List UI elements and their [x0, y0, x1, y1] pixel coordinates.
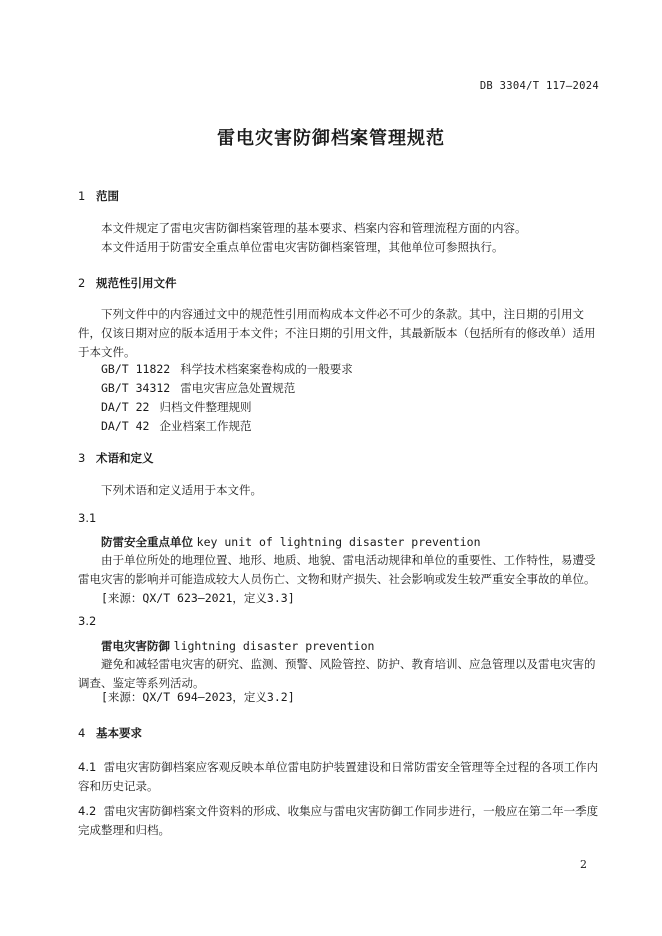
- reference-code: DA/T 42: [101, 419, 150, 433]
- section-title: 术语和定义: [96, 451, 154, 465]
- clause-4-2: [78, 802, 600, 840]
- term-number: 3.1: [78, 511, 97, 525]
- section-number: 4: [78, 726, 86, 740]
- terms-intro: 下列术语和定义适用于本文件。: [101, 483, 262, 497]
- section-number: 3: [78, 451, 86, 465]
- term-en: key unit of lightning disaster prevention: [196, 535, 481, 549]
- section-heading-scope: [78, 188, 119, 204]
- reference-name: 雷电灾害应急处置规范: [180, 381, 296, 395]
- section-title: 范围: [96, 189, 119, 203]
- reference-code: DA/T 22: [101, 400, 150, 414]
- reference-name: 归档文件整理规则: [159, 400, 252, 414]
- standard-code: DB 3304/T 117—2024: [479, 80, 599, 92]
- reference-item: [101, 360, 353, 379]
- reference-code: GB/T 34312: [101, 381, 171, 395]
- reference-item: [101, 398, 251, 417]
- term-number: 3.2: [78, 614, 97, 628]
- term-heading: [101, 638, 374, 654]
- term-en: lightning disaster prevention: [173, 639, 375, 653]
- clause-text: 雷电灾害防御档案应客观反映本单位雷电防护装置建设和日常防雷安全管理等全过程的各项工作内容和历史记录。: [78, 760, 599, 793]
- clause-number: 4.2: [78, 804, 97, 818]
- clause-4-1: [78, 758, 600, 796]
- reference-item: [101, 379, 295, 398]
- term-heading: [101, 534, 481, 550]
- normative-refs-intro: 下列文件中的内容通过文中的规范性引用而构成本文件必不可少的条款。其中，注日期的引用文件，仅该日期对应的版本适用于本文件；不注日期的引用文件，其最新版本（包括所有的修改单）适用于本文件。: [78, 307, 596, 359]
- section-number: 1: [78, 189, 86, 203]
- reference-name: 科学技术档案案卷构成的一般要求: [180, 362, 353, 376]
- section-heading-terms: [78, 450, 154, 466]
- scope-paragraph-2: 本文件适用于防雷安全重点单位雷电灾害防御档案管理，其他单位可参照执行。: [101, 240, 504, 254]
- page-number: 2: [580, 858, 587, 871]
- term-zh: 防雷安全重点单位: [101, 535, 193, 549]
- scope-paragraph-1: 本文件规定了雷电灾害防御档案管理的基本要求、档案内容和管理流程方面的内容。: [101, 221, 527, 235]
- term-source: [来源：QX/T 694—2023，定义3.2]: [101, 690, 295, 704]
- reference-name: 企业档案工作规范: [159, 419, 252, 433]
- section-heading-basic-requirements: [78, 725, 142, 741]
- section-heading-normative-refs: [78, 275, 177, 291]
- clause-number: 4.1: [78, 760, 97, 774]
- term-definition: 由于单位所处的地理位置、地形、地质、地貌、雷电活动规律和单位的重要性、工作特性，易遭受雷电灾害的影响并可能造成较大人员伤亡、文物和财产损失、社会影响或发生较严重安全事故的单位。: [78, 553, 596, 586]
- document-title: 雷电灾害防御档案管理规范: [217, 128, 445, 149]
- section-title: 规范性引用文件: [96, 276, 177, 290]
- reference-item: [101, 417, 251, 436]
- term-definition: 避免和减轻雷电灾害的研究、监测、预警、风险管控、防护、教育培训、应急管理以及雷电灾害的调查、鉴定等系列活动。: [78, 657, 596, 690]
- section-number: 2: [78, 276, 86, 290]
- clause-text: 雷电灾害防御档案文件资料的形成、收集应与雷电灾害防御工作同步进行，一般应在第二年一季度完成整理和归档。: [78, 804, 599, 837]
- term-zh: 雷电灾害防御: [101, 639, 170, 653]
- section-title: 基本要求: [96, 726, 142, 740]
- reference-code: GB/T 11822: [101, 362, 171, 376]
- term-source: [来源：QX/T 623—2021，定义3.3]: [101, 591, 295, 605]
